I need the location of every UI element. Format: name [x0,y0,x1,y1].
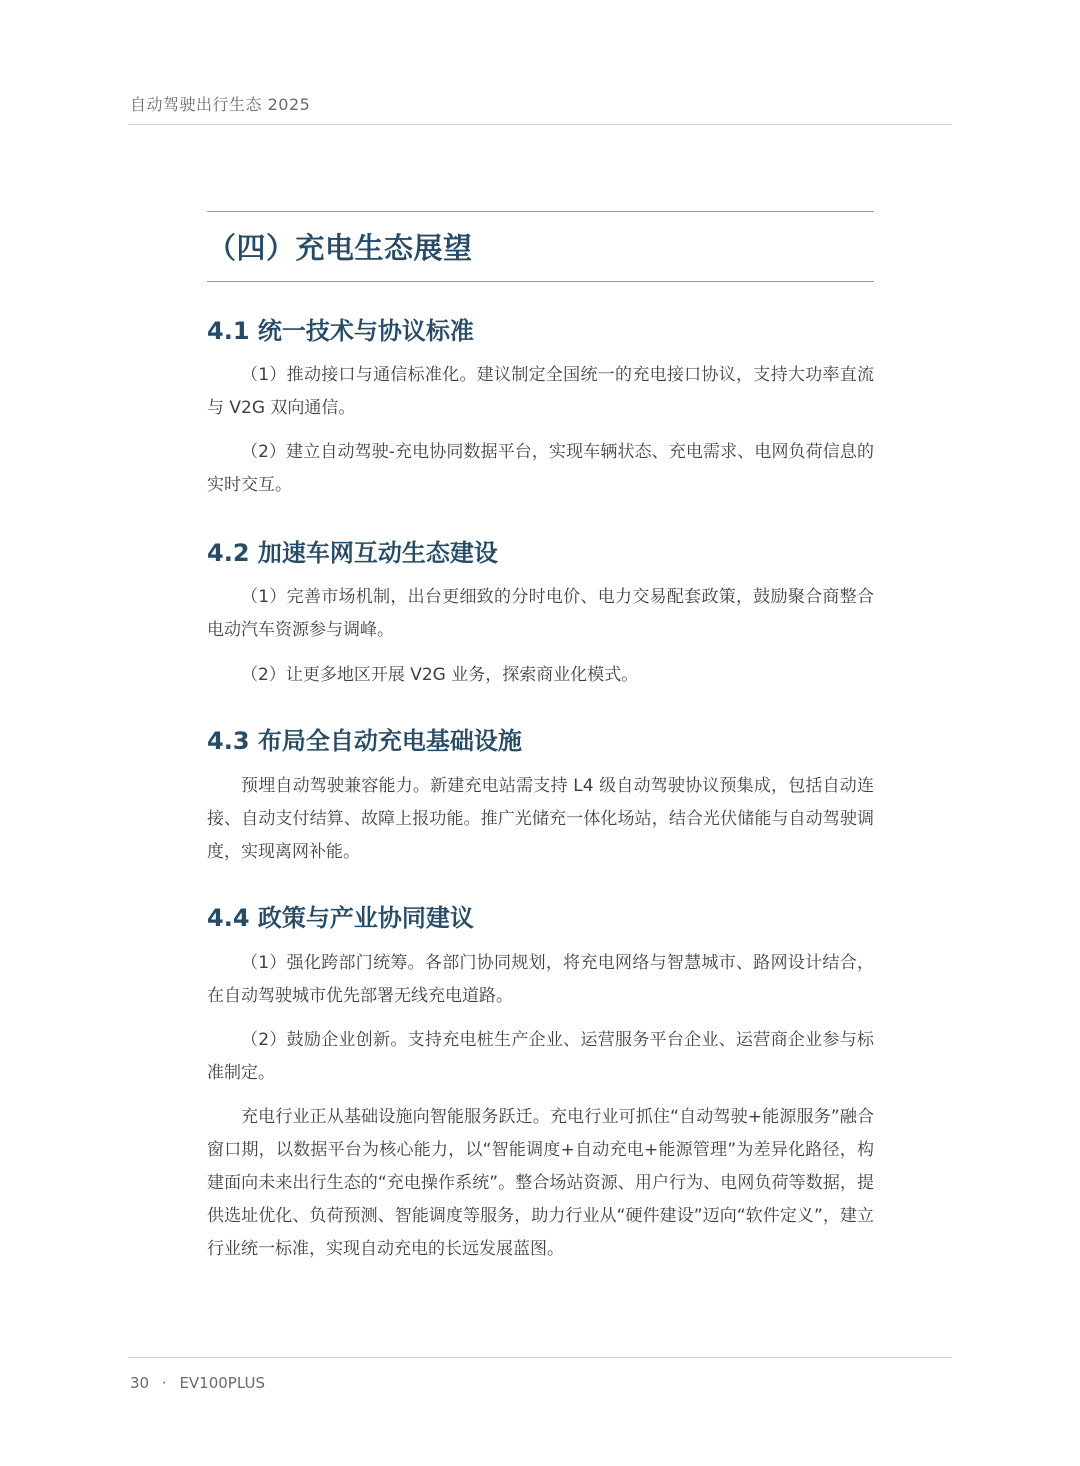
paragraph: （1）推动接口与通信标准化。建议制定全国统一的充电接口协议，支持大功率直流与 V2G 双向通信。 [207,365,874,418]
page-footer [130,1374,265,1392]
page-number: 30 [130,1374,150,1392]
running-header: 自动驾驶出行生态 2025 [130,95,311,114]
section-title-4-3: 4.3 布局全自动充电基础设施 [207,727,522,755]
publisher-name: EV100PLUS [179,1374,265,1392]
chapter-title-bottom-rule [207,281,874,282]
paragraph: （2）让更多地区开展 V2G 业务，探索商业化模式。 [241,665,639,685]
paragraph: （1）完善市场机制，出台更细致的分时电价、电力交易配套政策，鼓励聚合商整合电动汽车资源参与调峰。 [207,587,874,640]
closing-paragraph: 充电行业正从基础设施向智能服务跃迁。充电行业可抓住“自动驾驶+能源服务”融合窗口期，以数据平台为核心能力，以“智能调度+自动充电+能源管理”为差异化路径，构建面向未来出行生态的“充电操作系统”。整合场站资源、用户行为、电网负荷等数据，提供选址优化、负荷预测、智能调度等服务，助力行业从“硬件建设”迈向“软件定义”，建立行业统一标准，实现自动充电的长远发展蓝图。 [207,1107,874,1259]
section-title-4-1: 4.1 统一技术与协议标准 [207,317,474,345]
paragraph: 预埋自动驾驶兼容能力。新建充电站需支持 L4 级自动驾驶协议预集成，包括自动连接、自动支付结算、故障上报功能。推广光储充一体化场站，结合光伏储能与自动驾驶调度，实现离网补能。 [207,776,874,862]
section-title-4-2: 4.2 加速车网互动生态建设 [207,539,498,567]
paragraph: （1）强化跨部门统筹。各部门协同规划，将充电网络与智慧城市、路网设计结合，在自动驾驶城市优先部署无线充电道路。 [207,953,874,1006]
footer-divider [128,1357,952,1358]
section-title-4-4: 4.4 政策与产业协同建议 [207,904,474,932]
chapter-title: （四）充电生态展望 [207,231,473,265]
paragraph: （2）鼓励企业创新。支持充电桩生产企业、运营服务平台企业、运营商企业参与标准制定。 [207,1030,874,1083]
chapter-title-top-rule [207,211,874,212]
paragraph: （2）建立自动驾驶-充电协同数据平台，实现车辆状态、充电需求、电网负荷信息的实时交互。 [207,442,874,495]
footer-separator: · [161,1374,167,1392]
header-divider [128,124,952,125]
